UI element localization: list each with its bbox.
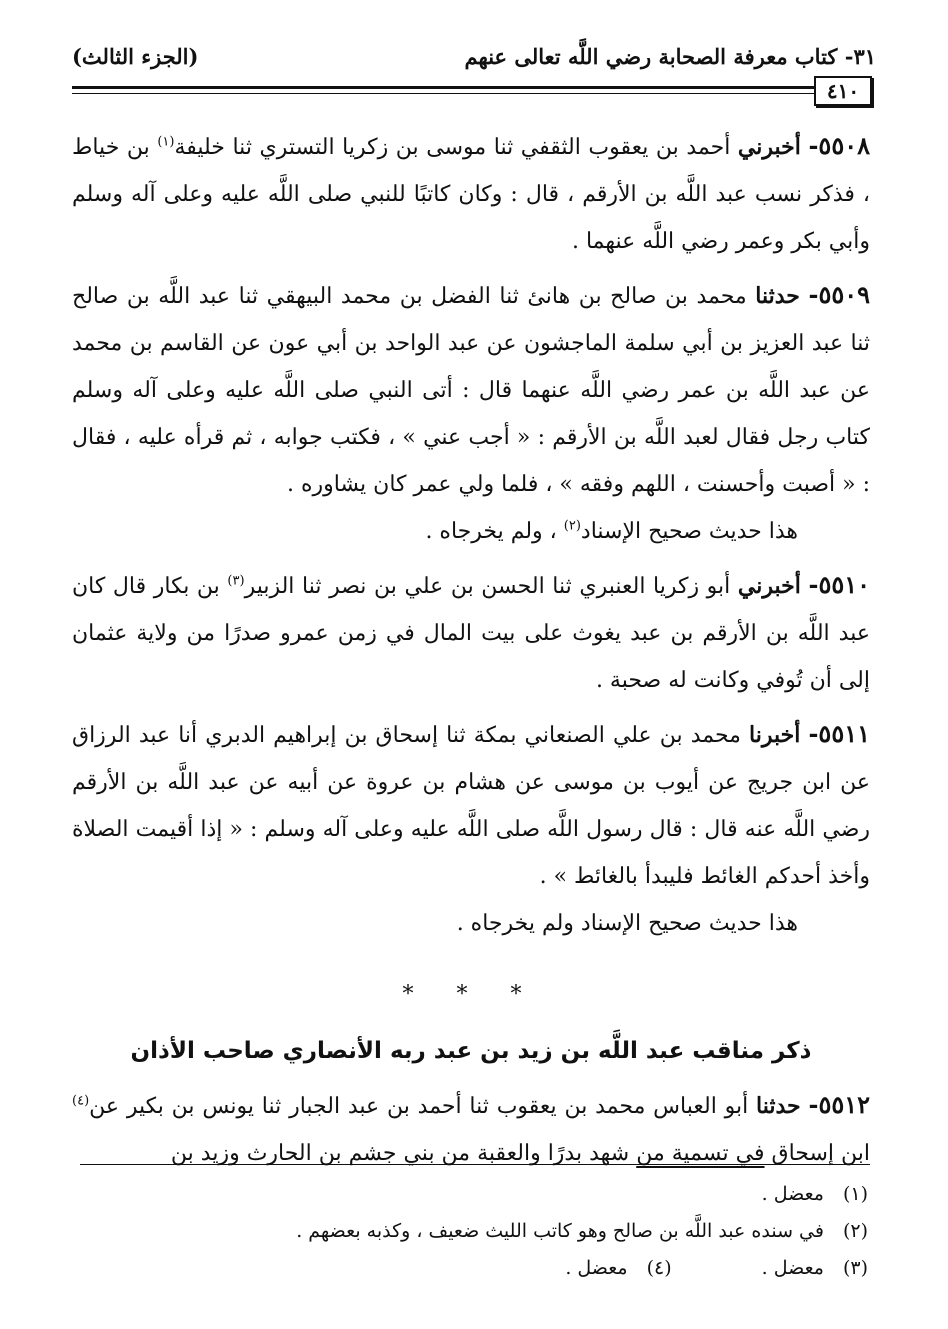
narration-verb: أخبرني [737, 573, 801, 599]
footnote-text: معضل . [761, 1257, 824, 1279]
footnote [100, 1213, 868, 1250]
section-separator: * * * [402, 982, 540, 1007]
footnote-row [100, 1250, 868, 1287]
footnote-number: (٢) [842, 1220, 868, 1242]
hadith-text: محمد بن علي الصنعاني بمكة ثنا إسحاق بن إبراهيم الدبري أنا عبد الرزاق عن ابن جريج عن أيوب بن موسى عن هشام بن عروة عن أبيه عن عبد اللَّه بن الأرقم رضي اللَّه عنه قال : قال رسول اللَّه صلى اللَّه عليه وعلى آله وسلم : « إذا أقيمت الصلاة وأخذ أحدكم الغائط فليبدأ بالغائط » . [72, 723, 870, 889]
hadith-entry [72, 271, 870, 508]
hadith-entry [72, 1081, 870, 1177]
footnote [565, 1250, 671, 1287]
hadith-entry [72, 561, 870, 704]
hadith-entry [72, 710, 870, 900]
hadith-entry [72, 122, 870, 265]
hadith-text: بن بكار قال كان عبد اللَّه بن الأرقم بن عبد يغوث على بيت المال في زمن عمرو صدرًا من ولاية عثمان إلى أن تُوفي وكانت له صحبة . [72, 574, 870, 693]
footnote-reference[interactable]: (١) [157, 134, 175, 150]
authenticity-note [72, 508, 870, 555]
footnote-reference[interactable]: (٢) [563, 518, 581, 534]
footnote-text: معضل . [761, 1183, 824, 1205]
chapter-title: ٣١- كتاب معرفة الصحابة رضي اللَّه تعالى عنهم [464, 43, 876, 69]
note-text: هذا حديث صحيح الإسناد [580, 519, 798, 544]
section-heading: ذكر مناقب عبد اللَّه بن زيد بن عبد ربه الأنصاري صاحب الأذان [130, 1038, 812, 1064]
hadith-text: أبو العباس محمد بن يعقوب ثنا أحمد بن عبد الجبار ثنا يونس بن بكير عن [89, 1094, 749, 1119]
footnote-number: (٣) [842, 1257, 868, 1279]
hadith-number: ٥٥١٢- [808, 1090, 870, 1119]
hadith-number: ٥٥٠٨- [808, 131, 870, 160]
running-header [72, 42, 876, 70]
footnote-divider [80, 1164, 870, 1165]
footnote-number: (١) [842, 1183, 868, 1205]
footnote-reference[interactable]: (٣) [227, 573, 245, 589]
header-rule-thin [72, 93, 814, 94]
narration-verb: أخبرنا [749, 722, 801, 748]
page-number-box: ٤١٠ [814, 76, 872, 106]
volume-label: (الجزء الثالث) [72, 43, 199, 69]
narration-verb: أخبرني [737, 134, 801, 160]
footnote [100, 1176, 868, 1213]
header-rule-thick [72, 86, 814, 89]
hadith-number: ٥٥٠٩- [808, 280, 870, 309]
footnote-reference[interactable]: (٤) [72, 1093, 90, 1109]
hadith-text: أبو زكريا العنبري ثنا الحسن بن علي بن نصر ثنا الزبير [244, 574, 731, 599]
hadith-text: محمد بن صالح بن هانئ ثنا الفضل بن محمد البيهقي ثنا عبد اللَّه بن صالح ثنا عبد العزيز بن أبي سلمة الماجشون عن عبد الواحد بن أبي عون عن القاسم بن محمد عن عبد اللَّه بن عمر رضي اللَّه عنهما قال : أتى النبي صلى اللَّه عليه وعلى آله وسلم كتاب رجل فقال لعبد اللَّه بن الأرقم : « أجب عني » ، فكتب جوابه ، ثم قرأه عليه ، فقال : « أصبت وأحسنت ، اللهم وفقه » ، فلما ولي عمر كان يشاوره . [72, 284, 870, 497]
underlined-text: في تسمية من [636, 1141, 765, 1166]
hadith-number: ٥٥١٠- [808, 570, 870, 599]
hadith-number: ٥٥١١- [808, 719, 870, 748]
header-rule [72, 76, 872, 106]
footnote-text: في سنده عبد اللَّه بن صالح وهو كاتب الليث ضعيف ، وكذبه بعضهم . [296, 1220, 824, 1242]
footnote-number: (٤) [646, 1257, 672, 1279]
footnotes [100, 1176, 868, 1287]
authenticity-note: هذا حديث صحيح الإسناد ولم يخرجاه . [456, 911, 798, 936]
hadith-text: أحمد بن يعقوب الثقفي ثنا موسى بن زكريا التستري ثنا خليفة [174, 135, 731, 160]
main-text [72, 122, 870, 1177]
footnote [762, 1250, 868, 1287]
narration-verb: حدثنا [755, 283, 800, 309]
hadith-text: شهد بدرًا والعقبة من بني جشم بن الحارث وزيد بن [170, 1141, 630, 1166]
narration-verb: حدثنا [756, 1093, 801, 1119]
hadith-text: ابن إسحاق [771, 1141, 870, 1166]
note-text: ، ولم يخرجاه . [425, 519, 557, 544]
hadith-text: بن خياط ، فذكر نسب عبد اللَّه بن الأرقم ، قال : وكان كاتبًا للنبي صلى اللَّه عليه وعلى آله وسلم وأبي بكر وعمر رضي اللَّه عنهما . [72, 135, 870, 254]
footnote-text: معضل . [565, 1257, 628, 1279]
